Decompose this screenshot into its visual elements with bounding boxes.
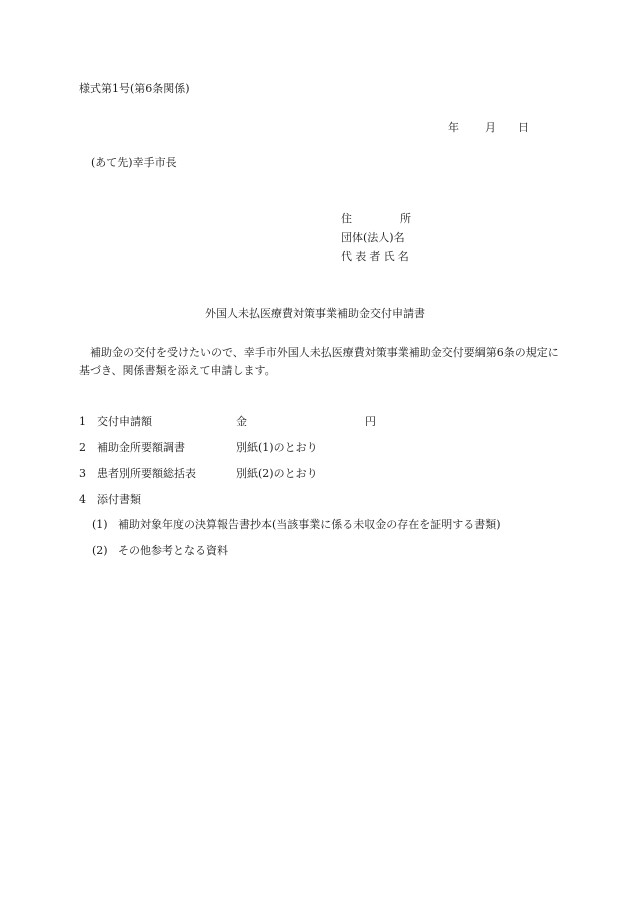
item-value: 別紙(2)のとおり	[236, 467, 318, 480]
list-item-application-amount	[79, 416, 152, 427]
item-number: 3	[79, 467, 86, 480]
address-char: 所	[400, 212, 411, 225]
applicant-organization-label: 団体(法人)名	[341, 231, 405, 244]
form-label: 様式第1号(第6条関係)	[79, 82, 190, 95]
item-label: 患者別所要額総括表	[97, 467, 196, 480]
item-number: 1	[79, 415, 86, 428]
item-unit: 円	[365, 415, 376, 428]
item-label: 添付書類	[97, 493, 141, 506]
attachment-item	[92, 545, 228, 556]
item-label: 補助金所要額調書	[97, 441, 185, 454]
document-title: 外国人未払医療費対策事業補助金交付申請書	[205, 307, 425, 320]
date-month: 月	[485, 121, 496, 134]
item-value: 金	[236, 415, 247, 428]
date-year: 年	[448, 121, 459, 134]
applicant-representative-label: 代表者氏名	[341, 250, 412, 263]
attachment-number: (2)	[92, 544, 108, 557]
list-item-patient-summary	[79, 468, 196, 479]
body-paragraph: 補助金の交付を受けたいので、幸手市外国人未払医療費対策事業補助金交付要綱第6条の規定に基づき、関係書類を添えて申請します。	[79, 346, 559, 377]
list-item-required-amount	[79, 442, 185, 453]
attachment-number: (1)	[92, 518, 108, 531]
address-char: 住	[341, 212, 352, 225]
item-label: 交付申請額	[97, 415, 152, 428]
addressee: (あて先)幸手市長	[91, 156, 177, 169]
attachment-text: 補助対象年度の決算報告書抄本(当該事業に係る未収金の存在を証明する書類)	[118, 518, 501, 531]
attachment-text: その他参考となる資料	[118, 544, 228, 557]
date-day: 日	[518, 121, 529, 134]
list-item-attachments	[79, 494, 141, 505]
item-number: 4	[79, 493, 86, 506]
item-number: 2	[79, 441, 86, 454]
item-value: 別紙(1)のとおり	[236, 441, 318, 454]
attachment-item	[92, 519, 501, 530]
applicant-address-label	[341, 213, 411, 224]
